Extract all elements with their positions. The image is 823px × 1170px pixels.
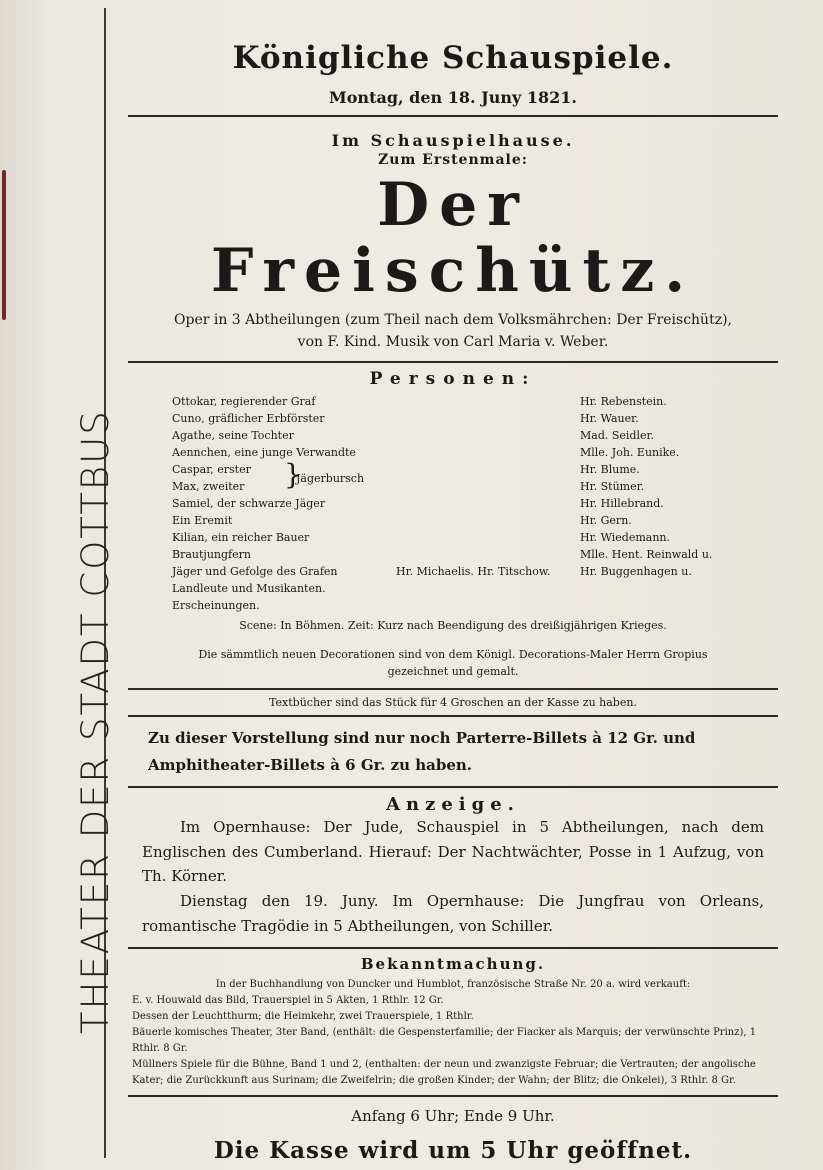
opera-title: Der Freischütz.: [210, 170, 696, 306]
announcement-paragraph: Dienstag den 19. Juny. Im Opernhause: Die Jungfrau von Orleans, romantische Tragödie in 5 Abtheilungen, von Schiller.: [142, 892, 764, 935]
cast-list: [128, 389, 778, 645]
side-label: THEATER DER STADT COTTBUS: [74, 409, 117, 1034]
notice-item: Dessen der Leuchtthurm; die Heimkehr, zwei Trauerspiele, 1 Rthlr.: [132, 1010, 474, 1022]
actor-name: Mad. Seidler.: [580, 429, 655, 443]
scene-note: Scene: In Böhmen. Zeit: Kurz nach Beendigung des dreißigjährigen Krieges.: [239, 619, 667, 633]
notice-item: Müllners Spiele für die Bühne, Band 1 und 2, (enthalten: der neun und zwanzigste Februar; die Vertrauten; der angolische Kater; die Zurückkunft aus Surinam; die Zweifelrin; die großen Kinder; der Wahn; der Blitz; die Onkelei), 3 Rthlr. 8 Gr.: [132, 1058, 756, 1086]
premiere-label: Zum Erstenmale:: [378, 152, 528, 168]
box-office-note: Die Kasse wird um 5 Uhr geöffnet.: [213, 1136, 693, 1164]
role-name: Ein Eremit: [172, 514, 233, 528]
notice-list: [128, 993, 778, 1089]
role-name: Landleute und Musikanten.: [172, 582, 326, 596]
jaeger-extra-actors: Hr. Michaelis. Hr. Titschow.: [396, 565, 551, 579]
divider: [128, 786, 778, 788]
role-name: Samiel, der schwarze Jäger: [172, 497, 326, 511]
divider: [128, 688, 778, 690]
divider: [128, 715, 778, 717]
decorations-note: [128, 647, 778, 680]
role-name: Brautjungfern: [172, 548, 251, 562]
divider: [128, 115, 778, 117]
start-end-times: Anfang 6 Uhr; Ende 9 Uhr.: [351, 1106, 555, 1125]
brace-glyph: }: [284, 458, 302, 492]
actor-name: Hr. Buggenhagen u.: [580, 565, 692, 579]
decorations-line: gezeichnet und gemalt.: [387, 664, 519, 678]
notice-heading: Bekanntmachung.: [360, 954, 546, 973]
actor-name: Hr. Wauer.: [580, 412, 639, 426]
announcement-heading: Anzeige.: [386, 793, 520, 815]
role-name: Max, zweiter: [172, 480, 245, 494]
textbooks-note: Textbücher sind das Stück für 4 Groschen an der Kasse zu haben.: [269, 696, 637, 710]
divider: [128, 1095, 778, 1097]
brace-label: Jägerbursch: [296, 472, 365, 486]
announcement-paragraph: Im Opernhause: Der Jude, Schauspiel in 5 Abtheilungen, nach dem Englischen des Cumberland. Hierauf: Der Nachtwächter, Posse in 1 Aufzug, von Th. Körner.: [142, 817, 764, 886]
notice-item: E. v. Houwald das Bild, Trauerspiel in 5 Akten, 1 Rthlr. 12 Gr.: [132, 994, 444, 1006]
binding-strip: [2, 170, 6, 320]
subtitle-line: Oper in 3 Abtheilungen (zum Theil nach dem Volksmährchen: Der Freischütz),: [174, 312, 732, 328]
role-name: Erscheinungen.: [172, 599, 260, 613]
role-name: Aennchen, eine junge Verwandte: [172, 446, 356, 460]
actor-name: Mlle. Hent. Reinwald u.: [580, 548, 713, 562]
cast-heading: Personen:: [369, 369, 537, 390]
playbill: [128, 28, 778, 1164]
role-name: Ottokar, regierender Graf: [172, 395, 316, 409]
role-name: Kilian, ein reicher Bauer: [172, 531, 310, 545]
role-name: Caspar, erster: [172, 463, 251, 477]
actor-name: Hr. Rebenstein.: [580, 395, 667, 409]
actor-name: Hr. Blume.: [580, 463, 640, 477]
venue: Im Schauspielhause.: [331, 131, 575, 150]
role-name: Cuno, gräflicher Erbförster: [172, 412, 325, 426]
actor-name: Hr. Hillebrand.: [580, 497, 664, 511]
decorations-line: Die sämmtlich neuen Decorationen sind von dem Königl. Decorations-Maler Herrn Gropius: [198, 648, 708, 662]
notice-item: Bäuerle komisches Theater, 3ter Band, (enthält: die Gespensterfamilie; der Fiacker als Marquis; der verwünschte Prinz), 1 Rthlr. 8 Gr.: [132, 1026, 757, 1054]
divider: [128, 361, 778, 363]
divider: [128, 947, 778, 949]
actor-name: Hr. Wiedemann.: [580, 531, 670, 545]
subtitle-line: von F. Kind. Musik von Carl Maria v. Weber.: [297, 333, 609, 350]
opera-subtitle: [128, 310, 778, 353]
role-name: Agathe, seine Tochter: [172, 429, 294, 443]
actor-name: Hr. Gern.: [580, 514, 632, 528]
performance-date: Montag, den 18. Juny 1821.: [329, 88, 577, 107]
role-name: Jäger und Gefolge des Grafen: [172, 565, 338, 579]
actor-name: Hr. Stümer.: [580, 480, 645, 494]
main-title: Königliche Schauspiele.: [232, 40, 674, 76]
notice-lead: In der Buchhandlung von Duncker und Humblot, französische Straße Nr. 20 a. wird verkauft:: [215, 978, 691, 990]
tickets-note: Zu dieser Vorstellung sind nur noch Parterre-Billets à 12 Gr. und Amphitheater-Billets à 6 Gr. zu haben.: [148, 729, 696, 774]
actor-name: Mlle. Joh. Eunike.: [580, 446, 680, 460]
